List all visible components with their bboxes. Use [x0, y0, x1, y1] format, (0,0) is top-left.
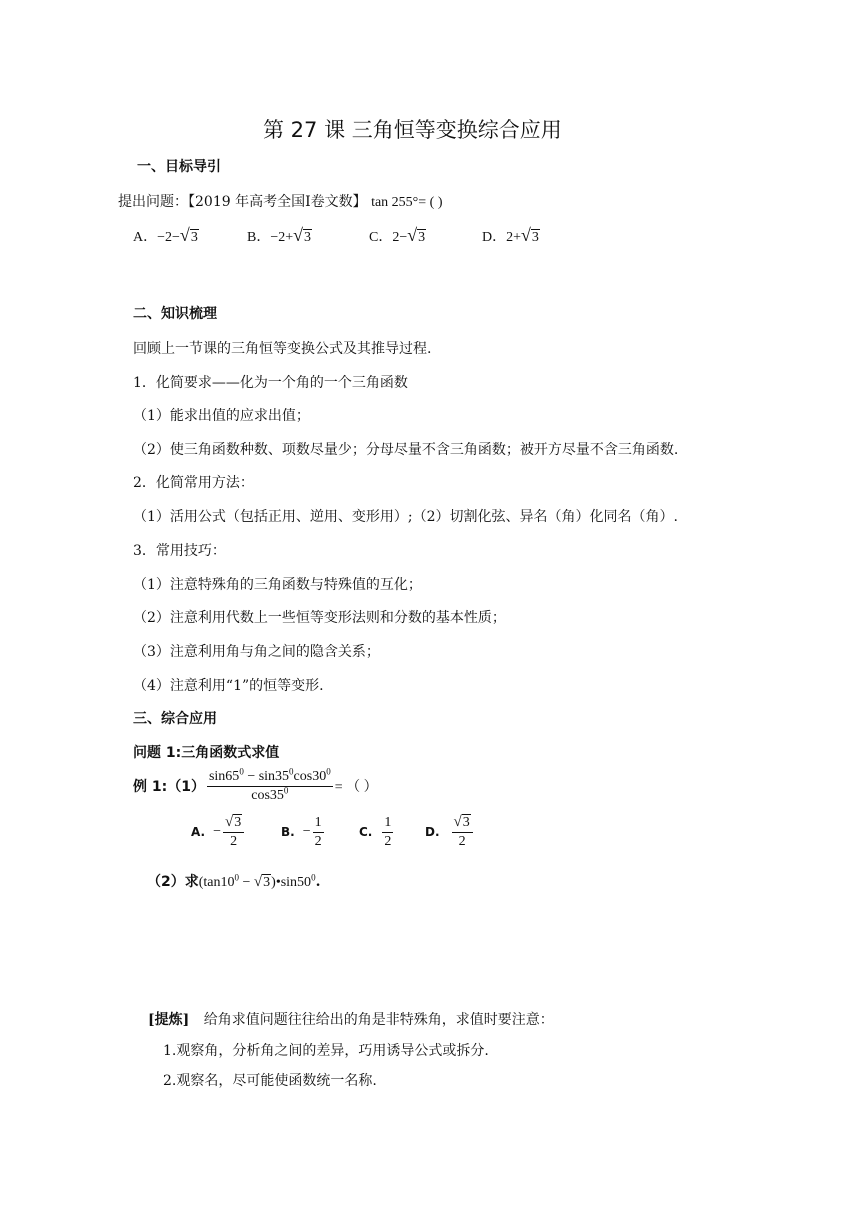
example-choices — [191, 814, 475, 850]
part2-label: （2）求 — [147, 874, 199, 890]
example-choice-c: C. $\frac{1}{2}$ — [359, 815, 392, 849]
knowledge-line: （3）注意利用角与角之间的隐含关系； — [133, 644, 380, 660]
equals-blank: = （ ） — [334, 780, 378, 795]
page-title: 第 27 课 三角恒等变换综合应用 — [263, 118, 562, 142]
knowledge-line: 2．化简常用方法： — [133, 475, 254, 491]
fraction: $\frac{√3}{2}$ — [223, 814, 244, 850]
example-label: 例 1:（1） — [133, 779, 205, 795]
choice-c: C．2−√3 — [369, 225, 426, 245]
choice-a: A．−2−√3 — [133, 225, 198, 245]
intro-question — [118, 191, 442, 211]
section-heading-application: 三、综合应用 — [133, 711, 217, 727]
knowledge-line: 1．化简要求——化为一个角的一个三角函数 — [133, 375, 408, 391]
section-heading-knowledge: 二、知识梳理 — [133, 306, 217, 322]
fraction: $\frac{√3}{2}$ — [452, 814, 473, 850]
fraction: $\frac{1}{2}$ — [314, 815, 322, 849]
fraction-denominator: $\cos 35^0$ — [251, 784, 289, 803]
example-choice-d: D. $\frac{√3}{2}$ — [425, 814, 475, 850]
fraction-numerator: $\sin 65^0 - \sin 35^0\cos 30^0$ — [207, 768, 333, 787]
sqrt-symbol: √3 — [179, 225, 198, 245]
intro-choices — [133, 226, 540, 246]
knowledge-line: （1）注意特殊角的三角函数与特殊值的互化； — [133, 577, 422, 593]
fraction: $\frac{1}{2}$ — [384, 815, 392, 849]
choice-b: B．−2+√3 — [247, 225, 312, 245]
knowledge-line: 3．常用技巧： — [133, 543, 226, 559]
example-1-part-1 — [133, 768, 378, 804]
knowledge-line: （2）注意利用代数上一些恒等变形法则和分数的基本性质； — [133, 610, 506, 626]
intro-expression: tan 255°= ( ) — [371, 195, 443, 210]
knowledge-line: （1）活用公式（包括正用、逆用、变形用）;（2）切割化弦、异名（角）化同名（角）. — [133, 509, 678, 525]
sqrt-symbol: √3 — [521, 225, 539, 245]
tip-item: 2.观察名，尽可能使函数统一名称. — [163, 1073, 377, 1089]
tip-paragraph — [148, 1009, 554, 1029]
knowledge-line: （2）使三角函数种数、项数尽量少；分母尽量不含三角函数；被开方尽量不含三角函数. — [133, 442, 679, 458]
problem-heading: 问题 1:三角函数式求值 — [133, 745, 280, 761]
choice-d: D．2+√3 — [482, 225, 539, 245]
example-choice-a: A. − $\frac{√3}{2}$ — [191, 814, 281, 850]
section-heading-goals: 一、目标导引 — [137, 159, 221, 175]
tip-text: 给角求值问题往往给出的角是非特殊角，求值时要注意： — [203, 1012, 554, 1028]
example-1-part-2: （2）求($\tan 10^0$ − $√3)•\sin 50^0$. — [147, 872, 321, 890]
knowledge-line: （4）注意利用“1”的恒等变形. — [133, 678, 324, 694]
knowledge-line: （1）能求出值的应求出值； — [133, 408, 310, 424]
tip-item: 1.观察角，分析角之间的差异，巧用诱导公式或拆分. — [163, 1043, 489, 1059]
sqrt-symbol: √3 — [293, 225, 312, 245]
tip-label: [提炼] — [148, 1012, 190, 1028]
example-choice-b: B. − $\frac{1}{2}$ — [281, 815, 322, 849]
part2-expression: ($\tan 10^0$ − $√3)•\sin 50^0$ — [198, 872, 316, 890]
sqrt-symbol: √3 — [407, 225, 426, 245]
main-fraction — [207, 768, 333, 804]
knowledge-line: 回顾上一节课的三角恒等变换公式及其推导过程. — [133, 341, 432, 357]
intro-label: 提出问题：【2019 年高考全国Ⅰ卷文数】 — [118, 194, 367, 210]
